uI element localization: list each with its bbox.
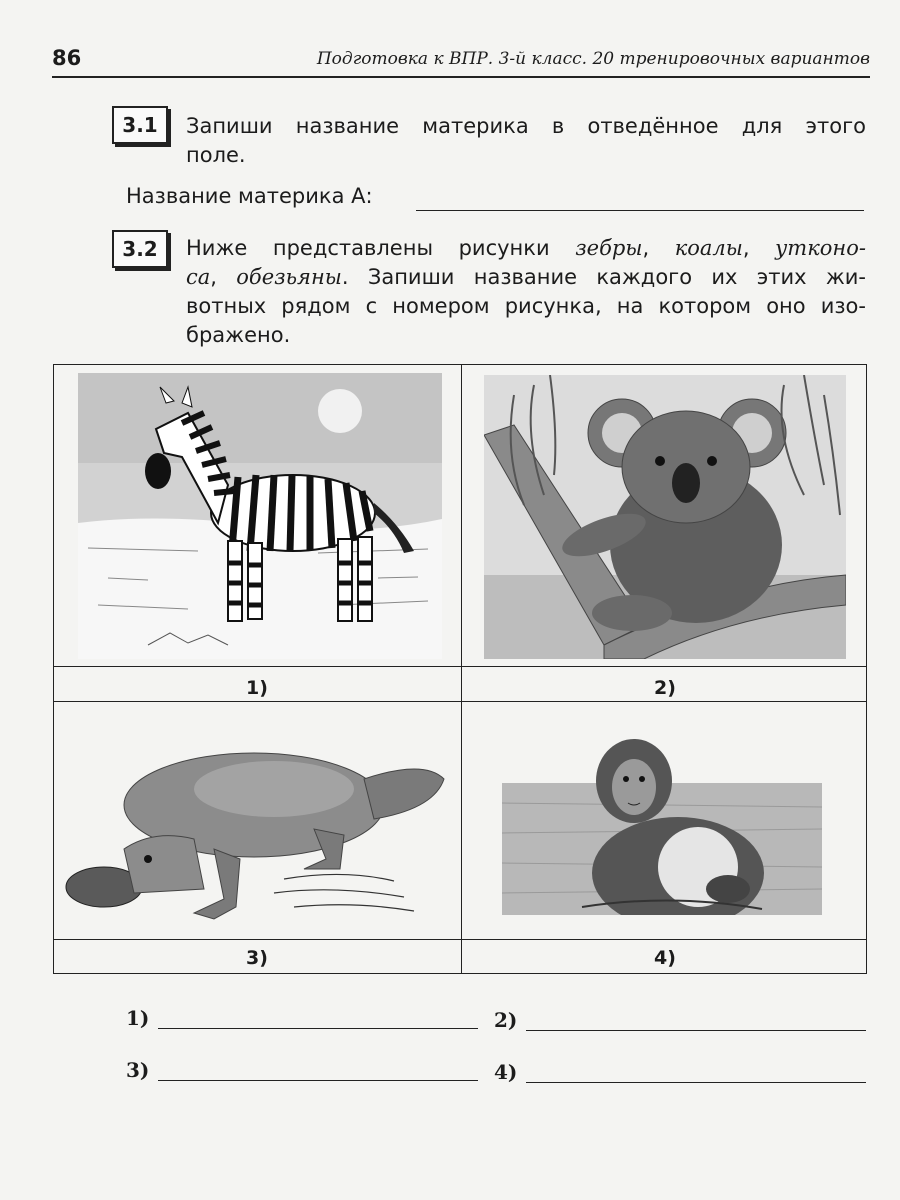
answer-label-1: 1) (126, 1006, 150, 1030)
word-monkey: обезьяны (236, 265, 342, 289)
task-number-3-1: 3.1 (112, 106, 168, 144)
answer-label-3: 3) (126, 1058, 150, 1082)
answer-line-3[interactable] (158, 1080, 478, 1081)
text-run: , (210, 265, 237, 289)
word-platypus-part-1: утконо- (775, 236, 866, 260)
text-run: Ниже представлены рисунки (186, 236, 576, 260)
task-3-2-line-2 (186, 263, 866, 292)
text-run: , (742, 236, 776, 260)
answer-label-2: 2) (494, 1008, 518, 1032)
koala-picture (484, 375, 846, 659)
grid-divider (54, 701, 866, 702)
answer-label-4: 4) (494, 1060, 518, 1084)
task-3-1-text (186, 112, 866, 170)
book-title: Подготовка к ВПР. 3-й класс. 20 тренировочных вариантов (316, 49, 870, 69)
picture-caption-2: 2) (654, 677, 676, 699)
page-header (52, 44, 870, 78)
task-3-2-line-4: бражено. (186, 323, 291, 347)
grid-divider (54, 939, 866, 940)
task-3-1-line-2: поле. (186, 143, 246, 167)
continent-answer-label: Название материка А: (126, 184, 373, 208)
task-number-3-2: 3.2 (112, 230, 168, 268)
text-run: . Запиши название каждого их этих жи- (341, 265, 866, 289)
pictures-grid (53, 364, 867, 974)
picture-caption-4: 4) (654, 947, 676, 969)
task-3-2-line-1 (186, 234, 866, 263)
picture-caption-3: 3) (246, 947, 268, 969)
answer-line-1[interactable] (158, 1028, 478, 1029)
task-3-2-text (186, 234, 866, 350)
picture-caption-1: 1) (246, 677, 268, 699)
answer-line-2[interactable] (526, 1030, 866, 1031)
word-zebra: зебры (575, 236, 643, 260)
monkey-head (594, 737, 674, 827)
task-3-2-line-3: вотных рядом с номером рисунка, на котором оно изо- (186, 294, 866, 318)
grid-vertical-divider (461, 365, 462, 973)
word-koala: коалы (674, 236, 743, 260)
word-platypus-part-2: са (186, 265, 211, 289)
text-run: , (642, 236, 675, 260)
platypus-picture (64, 709, 456, 935)
answer-line-4[interactable] (526, 1082, 866, 1083)
grid-divider (54, 666, 866, 667)
continent-answer-line[interactable] (416, 210, 864, 211)
task-3-1-line-1: Запиши название материка в отведённое для этого (186, 114, 866, 138)
page-number: 86 (52, 46, 82, 70)
zebra-picture (78, 373, 442, 659)
